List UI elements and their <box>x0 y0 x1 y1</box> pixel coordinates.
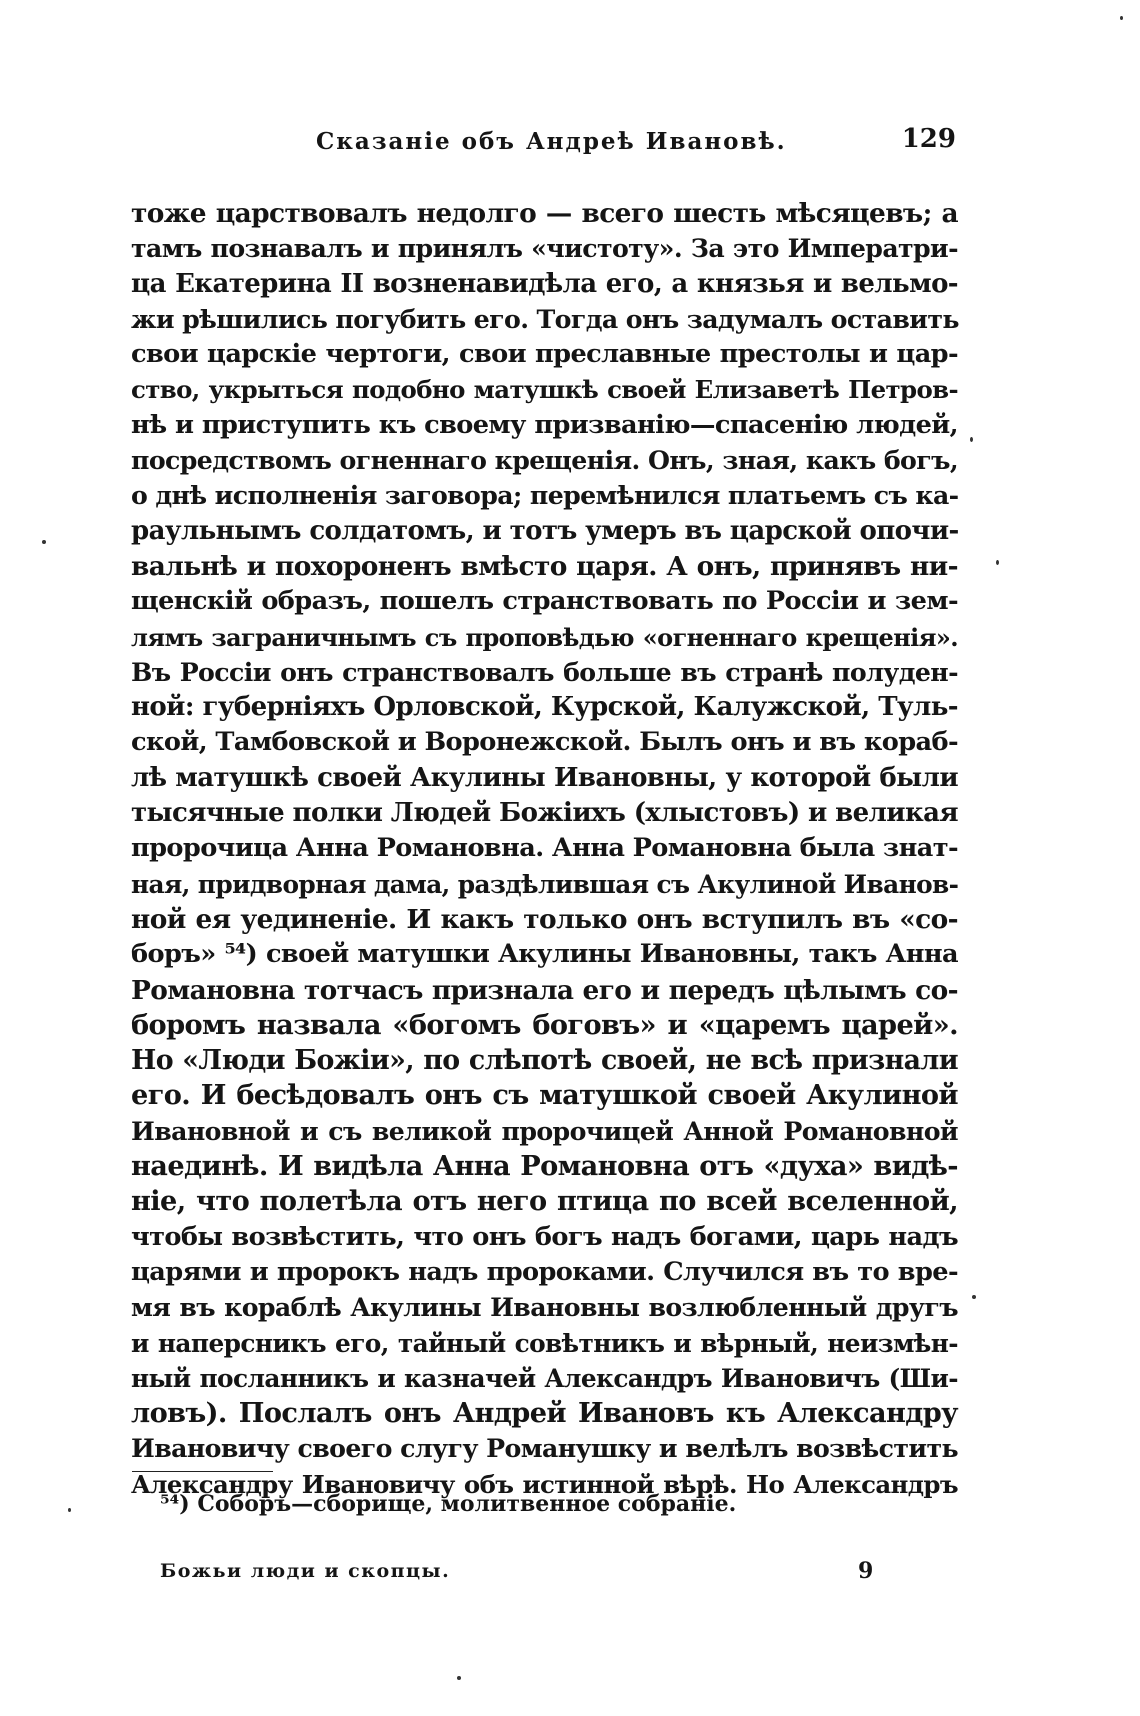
footnote-marker: ⁵⁴) <box>160 1491 190 1517</box>
text-line: ца Екатерина II возненавидѣла его, а князья и вельмо- <box>131 268 958 299</box>
text-line: ной ея уединеніе. И какъ только онъ вступилъ въ «со- <box>131 903 958 935</box>
footnote <box>160 1491 736 1517</box>
running-head <box>130 124 956 164</box>
footnote-text: Соборъ—сборище, молитвенное собраніе. <box>197 1491 737 1517</box>
text-line: Романовна тотчасъ признала его и передъ цѣлымъ со- <box>131 974 958 1006</box>
text-line: царями и пророкъ надъ пророками. Случился въ то вре- <box>131 1256 958 1287</box>
scan-speck <box>996 560 999 565</box>
scan-speck <box>1120 16 1123 20</box>
text-line: ство, укрыться подобно матушкѣ своей Елизаветѣ Петров- <box>131 375 958 405</box>
text-line: боромъ назвала «богомъ боговъ» и «царемъ царей». <box>131 1008 958 1041</box>
text-line: Но «Люди Божіи», по слѣпотѣ своей, не всѣ признали <box>131 1045 958 1077</box>
text-line: тысячные полки Людей Божіихъ (хлыстовъ) и великая <box>131 798 958 829</box>
page-number: 129 <box>901 124 956 154</box>
text-line: его. И бесѣдовалъ онъ съ матушкой своей Акулиной <box>131 1079 958 1112</box>
text-line: щенскій образъ, пошелъ странствовать по Россіи и зем- <box>131 586 958 617</box>
text-line: ный посланникъ и казначей Александръ Ивановичъ (Ши- <box>131 1363 958 1393</box>
text-line: мя въ кораблѣ Акулины Ивановны возлюбленный другъ <box>131 1292 958 1323</box>
text-line: ная, придворная дама, раздѣлившая съ Акулиной Иванов- <box>131 869 959 899</box>
text-line: нѣ и приступить къ своему призванію—спасенію людей, <box>131 409 958 440</box>
text-line: пророчица Анна Романовна. Анна Романовна была знат- <box>131 833 958 864</box>
text-line: свои царскіе чертоги, свои преславные престолы и цар- <box>131 339 958 370</box>
text-line: лямъ заграничнымъ съ проповѣдью «огненнаго крещенія». <box>131 622 958 652</box>
text-line: ской, Тамбовской и Воронежской. Былъ онъ и въ кораб- <box>131 727 958 758</box>
scan-speck <box>457 1676 461 1680</box>
text-line: и наперсникъ его, тайный совѣтникъ и вѣрный, неизмѣн- <box>131 1328 958 1358</box>
text-line: посредствомъ огненнаго крещенія. Онъ, зная, какъ богъ, <box>131 445 958 476</box>
text-line: вальнѣ и похороненъ вмѣсто царя. А онъ, принявъ ни- <box>131 550 958 582</box>
text-line: Въ Россіи онъ странствовалъ больше въ странѣ полуден- <box>131 656 958 687</box>
text-line: Ивановной и съ великой пророчицей Анной Романовной <box>131 1115 958 1146</box>
scan-speck <box>42 540 46 544</box>
text-line: тамъ познавалъ и принялъ «чистоту». За это Императри- <box>131 233 958 264</box>
text-line: ной: губерніяхъ Орловской, Курской, Калужской, Туль- <box>131 692 958 723</box>
text-line: наединѣ. И видѣла Анна Романовна отъ «духа» видѣ- <box>131 1150 958 1183</box>
signature-number: 9 <box>858 1558 874 1584</box>
scan-speck <box>972 1295 976 1299</box>
text-line: раульнымъ солдатомъ, и тотъ умеръ въ царской опочи- <box>131 515 959 546</box>
footnote-rule <box>132 1471 273 1472</box>
running-title: Сказаніе объ Андреѣ Ивановѣ. <box>316 128 787 155</box>
printer-signature: Божьи люди и скопцы. <box>160 1560 451 1582</box>
text-line: Ивановичу своего слугу Романушку и велѣлъ возвѣстить <box>131 1433 958 1464</box>
text-line: ловъ). Послалъ онъ Андрей Ивановъ къ Александру <box>131 1397 958 1430</box>
text-line: ніе, что полетѣла отъ него птица по всей вселенной, <box>131 1185 958 1218</box>
text-line: чтобы возвѣстить, что онъ богъ надъ богами, царь надъ <box>131 1221 958 1252</box>
text-line: лѣ матушкѣ своей Акулины Ивановны, у которой были <box>131 762 958 793</box>
scan-speck <box>970 437 973 442</box>
text-line: тоже царствовалъ недолго — всего шесть мѣсяцевъ; а <box>131 198 958 229</box>
text-line: о днѣ исполненія заговора; перемѣнился платьемъ съ ка- <box>131 480 959 511</box>
text-line: боръ» ⁵⁴) своей матушки Акулины Ивановны, такъ Анна <box>131 939 958 970</box>
body-text <box>131 196 958 1502</box>
scan-speck <box>68 1508 71 1512</box>
text-line: жи рѣшились погубить его. Тогда онъ задумалъ оставить <box>131 303 959 334</box>
text-line: Александру Ивановичу объ истинной вѣрѣ. Но Александръ <box>131 1469 958 1499</box>
